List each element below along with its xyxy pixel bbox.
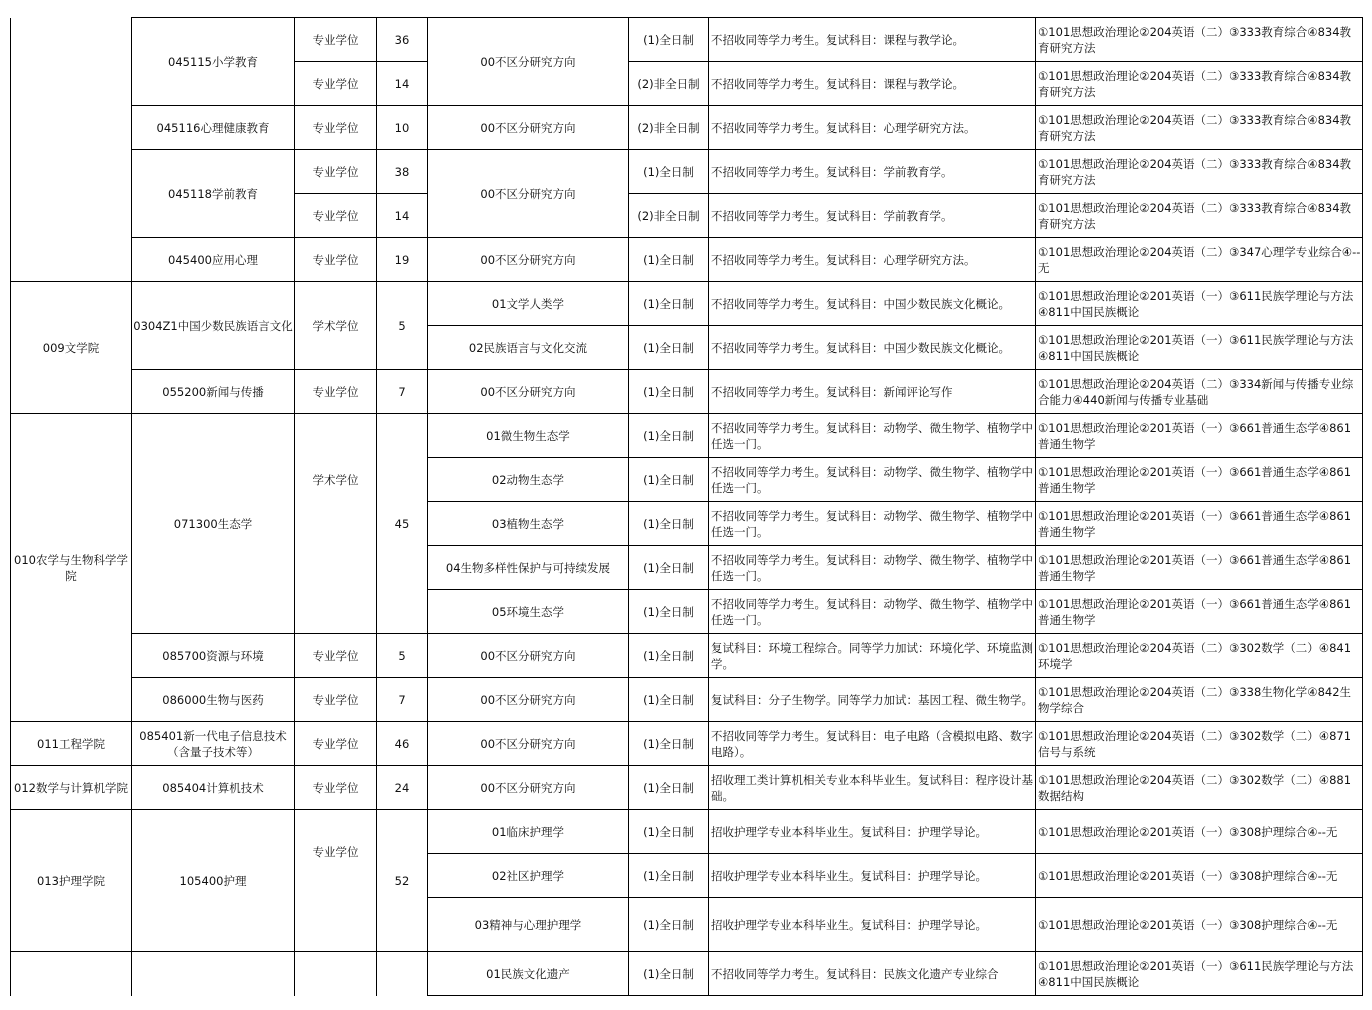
note-cell: 招收理工类计算机相关专业本科毕业生。复试科目：程序设计基础。 — [709, 766, 1036, 810]
exam-cell: ①101思想政治理论②201英语（一）③611民族学理论与方法④811中国民族概论 — [1036, 282, 1363, 326]
count-cell: 7 — [377, 678, 428, 722]
exam-cell: ①101思想政治理论②204英语（二）③333教育综合④834教育研究方法 — [1036, 18, 1363, 62]
count-cell: 14 — [377, 62, 428, 106]
major-cell — [132, 952, 295, 996]
mode-cell: (1)全日制 — [629, 678, 709, 722]
direction-cell: 00不区分研究方向 — [428, 678, 629, 722]
table-row — [11, 282, 1363, 326]
exam-cell: ①101思想政治理论②204英语（二）③302数学（二）④871信号与系统 — [1036, 722, 1363, 766]
direction-cell: 00不区分研究方向 — [428, 370, 629, 414]
mode-cell: (2)非全日制 — [629, 194, 709, 238]
college-cell — [11, 18, 132, 282]
table-row — [11, 634, 1363, 678]
exam-cell: ①101思想政治理论②201英语（一）③611民族学理论与方法④811中国民族概论 — [1036, 326, 1363, 370]
major-cell: 0304Z1中国少数民族语言文化 — [132, 282, 295, 370]
mode-cell: (1)全日制 — [629, 952, 709, 996]
direction-cell: 02民族语言与文化交流 — [428, 326, 629, 370]
degree-cell: 专业学位 — [295, 634, 377, 678]
degree-cell — [295, 952, 377, 996]
college-cell: 010农学与生物科学学院 — [11, 414, 132, 722]
exam-cell: ①101思想政治理论②204英语（二）③333教育综合④834教育研究方法 — [1036, 106, 1363, 150]
note-cell: 不招收同等学力考生。复试科目：课程与教学论。 — [709, 62, 1036, 106]
mode-cell: (1)全日制 — [629, 634, 709, 678]
exam-cell: ①101思想政治理论②201英语（一）③308护理综合④--无 — [1036, 810, 1363, 854]
degree-cell: 专业学位 — [295, 678, 377, 722]
note-cell: 不招收同等学力考生。复试科目：中国少数民族文化概论。 — [709, 282, 1036, 326]
degree-cell: 学术学位 — [295, 282, 377, 370]
note-cell: 招收护理学专业本科毕业生。复试科目：护理学导论。 — [709, 810, 1036, 854]
note-cell: 不招收同等学力考生。复试科目：中国少数民族文化概论。 — [709, 326, 1036, 370]
note-cell: 不招收同等学力考生。复试科目：心理学研究方法。 — [709, 106, 1036, 150]
note-cell: 不招收同等学力考生。复试科目：动物学、微生物学、植物学中任选一门。 — [709, 502, 1036, 546]
exam-cell: ①101思想政治理论②201英语（一）③661普通生态学④861普通生物学 — [1036, 458, 1363, 502]
mode-cell: (1)全日制 — [629, 326, 709, 370]
direction-cell: 01民族文化遗产 — [428, 952, 629, 996]
table-row — [11, 678, 1363, 722]
count-cell: 19 — [377, 238, 428, 282]
count-cell: 24 — [377, 766, 428, 810]
mode-cell: (1)全日制 — [629, 238, 709, 282]
exam-cell: ①101思想政治理论②204英语（二）③334新闻与传播专业综合能力④440新闻与传播专业基础 — [1036, 370, 1363, 414]
direction-cell: 03植物生态学 — [428, 502, 629, 546]
mode-cell: (1)全日制 — [629, 766, 709, 810]
count-cell: 14 — [377, 194, 428, 238]
mode-cell: (1)全日制 — [629, 18, 709, 62]
direction-cell: 00不区分研究方向 — [428, 238, 629, 282]
direction-cell: 01文学人类学 — [428, 282, 629, 326]
note-cell: 不招收同等学力考生。复试科目：动物学、微生物学、植物学中任选一门。 — [709, 458, 1036, 502]
mode-cell: (1)全日制 — [629, 810, 709, 854]
degree-cell: 专业学位 — [295, 238, 377, 282]
direction-cell: 03精神与心理护理学 — [428, 898, 629, 952]
major-cell: 085700资源与环境 — [132, 634, 295, 678]
note-cell: 复试科目：环境工程综合。同等学力加试：环境化学、环境监测学。 — [709, 634, 1036, 678]
count-cell: 45 — [377, 414, 428, 634]
major-cell: 071300生态学 — [132, 414, 295, 634]
mode-cell: (2)非全日制 — [629, 106, 709, 150]
mode-cell: (1)全日制 — [629, 282, 709, 326]
table-row — [11, 370, 1363, 414]
degree-cell: 专业学位 — [295, 810, 377, 952]
note-cell: 不招收同等学力考生。复试科目：新闻评论写作 — [709, 370, 1036, 414]
direction-cell: 02社区护理学 — [428, 854, 629, 898]
exam-cell: ①101思想政治理论②201英语（一）③611民族学理论与方法④811中国民族概论 — [1036, 952, 1363, 996]
exam-cell: ①101思想政治理论②204英语（二）③302数学（二）④841环境学 — [1036, 634, 1363, 678]
direction-cell: 00不区分研究方向 — [428, 106, 629, 150]
direction-cell: 00不区分研究方向 — [428, 634, 629, 678]
note-cell: 不招收同等学力考生。复试科目：学前教育学。 — [709, 194, 1036, 238]
note-cell: 招收护理学专业本科毕业生。复试科目：护理学导论。 — [709, 898, 1036, 952]
major-cell: 085401新一代电子信息技术（含量子技术等） — [132, 722, 295, 766]
college-cell: 013护理学院 — [11, 810, 132, 952]
exam-cell: ①101思想政治理论②201英语（一）③661普通生态学④861普通生物学 — [1036, 546, 1363, 590]
degree-cell: 专业学位 — [295, 370, 377, 414]
mode-cell: (1)全日制 — [629, 546, 709, 590]
major-cell: 086000生物与医药 — [132, 678, 295, 722]
count-cell: 5 — [377, 634, 428, 678]
college-cell: 011工程学院 — [11, 722, 132, 766]
mode-cell: (1)全日制 — [629, 150, 709, 194]
table-row — [11, 414, 1363, 458]
admissions-table — [10, 17, 1363, 996]
direction-cell: 00不区分研究方向 — [428, 722, 629, 766]
exam-cell: ①101思想政治理论②201英语（一）③661普通生态学④861普通生物学 — [1036, 502, 1363, 546]
table-row — [11, 952, 1363, 996]
count-cell: 36 — [377, 18, 428, 62]
degree-cell: 专业学位 — [295, 722, 377, 766]
note-cell: 不招收同等学力考生。复试科目：民族文化遗产专业综合 — [709, 952, 1036, 996]
exam-cell: ①101思想政治理论②201英语（一）③661普通生态学④861普通生物学 — [1036, 590, 1363, 634]
exam-cell: ①101思想政治理论②201英语（一）③308护理综合④--无 — [1036, 854, 1363, 898]
college-cell — [11, 952, 132, 996]
mode-cell: (1)全日制 — [629, 370, 709, 414]
note-cell: 招收护理学专业本科毕业生。复试科目：护理学导论。 — [709, 854, 1036, 898]
exam-cell: ①101思想政治理论②204英语（二）③333教育综合④834教育研究方法 — [1036, 62, 1363, 106]
college-cell: 012数学与计算机学院 — [11, 766, 132, 810]
table-row — [11, 810, 1363, 854]
exam-cell: ①101思想政治理论②204英语（二）③333教育综合④834教育研究方法 — [1036, 194, 1363, 238]
exam-cell: ①101思想政治理论②204英语（二）③302数学（二）④881数据结构 — [1036, 766, 1363, 810]
note-cell: 不招收同等学力考生。复试科目：动物学、微生物学、植物学中任选一门。 — [709, 546, 1036, 590]
degree-cell: 专业学位 — [295, 150, 377, 194]
note-cell: 不招收同等学力考生。复试科目：学前教育学。 — [709, 150, 1036, 194]
mode-cell: (1)全日制 — [629, 898, 709, 952]
direction-cell: 01微生物生态学 — [428, 414, 629, 458]
degree-cell: 学术学位 — [295, 414, 377, 634]
major-cell: 045115小学教育 — [132, 18, 295, 106]
degree-cell: 专业学位 — [295, 106, 377, 150]
mode-cell: (1)全日制 — [629, 458, 709, 502]
direction-cell: 01临床护理学 — [428, 810, 629, 854]
major-cell: 045400应用心理 — [132, 238, 295, 282]
table-row — [11, 722, 1363, 766]
note-cell: 不招收同等学力考生。复试科目：动物学、微生物学、植物学中任选一门。 — [709, 414, 1036, 458]
table-row — [11, 766, 1363, 810]
degree-cell: 专业学位 — [295, 18, 377, 62]
degree-cell: 专业学位 — [295, 62, 377, 106]
exam-cell: ①101思想政治理论②204英语（二）③338生物化学④842生物学综合 — [1036, 678, 1363, 722]
table-row — [11, 150, 1363, 194]
direction-cell: 00不区分研究方向 — [428, 150, 629, 238]
exam-cell: ①101思想政治理论②201英语（一）③308护理综合④--无 — [1036, 898, 1363, 952]
direction-cell: 04生物多样性保护与可持续发展 — [428, 546, 629, 590]
direction-cell: 00不区分研究方向 — [428, 18, 629, 106]
mode-cell: (1)全日制 — [629, 590, 709, 634]
note-cell: 不招收同等学力考生。复试科目：课程与教学论。 — [709, 18, 1036, 62]
count-cell — [377, 952, 428, 996]
major-cell: 045118学前教育 — [132, 150, 295, 238]
major-cell: 105400护理 — [132, 810, 295, 952]
degree-cell: 专业学位 — [295, 194, 377, 238]
count-cell: 10 — [377, 106, 428, 150]
table-row — [11, 18, 1363, 62]
mode-cell: (1)全日制 — [629, 854, 709, 898]
direction-cell: 00不区分研究方向 — [428, 766, 629, 810]
table-row — [11, 238, 1363, 282]
major-cell: 085404计算机技术 — [132, 766, 295, 810]
note-cell: 不招收同等学力考生。复试科目：电子电路（含模拟电路、数字电路）。 — [709, 722, 1036, 766]
count-cell: 38 — [377, 150, 428, 194]
exam-cell: ①101思想政治理论②204英语（二）③333教育综合④834教育研究方法 — [1036, 150, 1363, 194]
note-cell: 复试科目：分子生物学。同等学力加试：基因工程、微生物学。 — [709, 678, 1036, 722]
direction-cell: 05环境生态学 — [428, 590, 629, 634]
count-cell: 5 — [377, 282, 428, 370]
mode-cell: (1)全日制 — [629, 502, 709, 546]
count-cell: 7 — [377, 370, 428, 414]
mode-cell: (2)非全日制 — [629, 62, 709, 106]
mode-cell: (1)全日制 — [629, 414, 709, 458]
degree-cell: 专业学位 — [295, 766, 377, 810]
table-row — [11, 106, 1363, 150]
note-cell: 不招收同等学力考生。复试科目：动物学、微生物学、植物学中任选一门。 — [709, 590, 1036, 634]
exam-cell: ①101思想政治理论②201英语（一）③661普通生态学④861普通生物学 — [1036, 414, 1363, 458]
note-cell: 不招收同等学力考生。复试科目：心理学研究方法。 — [709, 238, 1036, 282]
exam-cell: ①101思想政治理论②204英语（二）③347心理学专业综合④--无 — [1036, 238, 1363, 282]
count-cell: 46 — [377, 722, 428, 766]
major-cell: 045116心理健康教育 — [132, 106, 295, 150]
major-cell: 055200新闻与传播 — [132, 370, 295, 414]
count-cell: 52 — [377, 810, 428, 952]
mode-cell: (1)全日制 — [629, 722, 709, 766]
college-cell: 009文学院 — [11, 282, 132, 414]
direction-cell: 02动物生态学 — [428, 458, 629, 502]
